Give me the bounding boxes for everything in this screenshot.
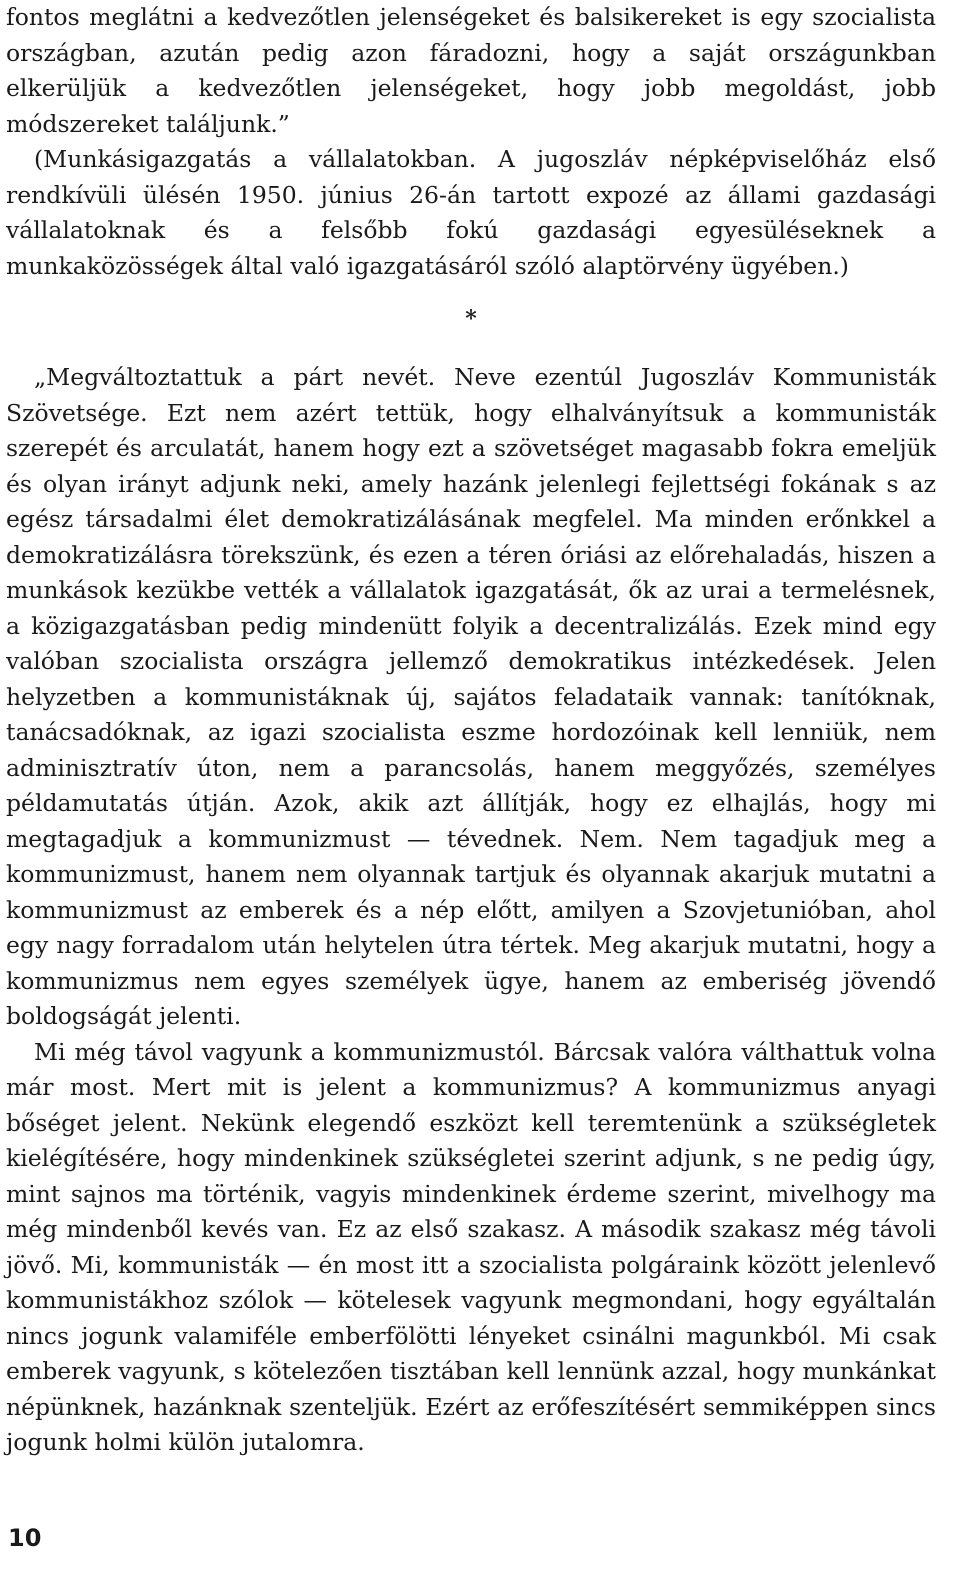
document-page [6,0,936,1461]
paragraph-quote: „Megváltoztattuk a párt nevét. Neve ezentúl Jugoszláv Kommunisták Szövetsége. Ezt nem azért tettük, hogy elhalványítsuk a kommunisták szerepét és arculatát, hanem hogy ezt a szövetséget magasabb fokra emeljük és olyan irányt adjunk neki, amely hazánk jelenlegi fejlettségi fokának s az egész társadalmi élet demokratizálásának megfelel. Ma minden erőnkkel a demokratizálásra törekszünk, és ezen a téren óriási az előrehaladás, hiszen a munkások kezükbe vették a vállalatok igazgatását, ők az urai a termelésnek, a közigazgatásban pedig mindenütt folyik a decentralizálás. Ezek mind egy valóban szocialista országra jellemző demokratikus intézkedések. Jelen helyzetben a kommunistáknak új, sajátos feladataik vannak: tanítóknak, tanácsadóknak, az igazi szocialista eszme hordozóinak kell lenniük, nem adminisztratív úton, nem a parancsolás, hanem meggyőzés, személyes példamutatás útján. Azok, akik azt állítják, hogy ez elhajlás, hogy mi megtagadjuk a kommunizmust — tévednek. Nem. Nem tagadjuk meg a kommunizmust, hanem nem olyannak tartjuk és olyannak akarjuk mutatni a kommunizmust az emberek és a nép előtt, amilyen a Szovjetunióban, ahol egy nagy forradalom után helytelen útra tértek. Meg akarjuk mutatni, hogy a kommunizmus nem egyes személyek ügye, hanem az emberiség jövendő boldogságát jelenti. [6,363,936,1030]
section-separator-asterisk: * [465,306,477,332]
page-number: 10 [8,1524,42,1552]
paragraph-body: Mi még távol vagyunk a kommunizmustól. Bárcsak valóra válthattuk volna már most. Mert mit is jelent a kommunizmus? A kommunizmus anyagi bőséget jelent. Nekünk elegendő eszközt kell teremtenünk a szükségletek kielégítésére, hogy mindenkinek szükségletei szerint adjunk, s ne pedig úgy, mint sajnos ma történik, vagyis mindenkinek érdeme szerint, mivelhogy ma még mindenből kevés van. Ez az első szakasz. A második szakasz még távoli jövő. Mi, kommunisták — én most itt a szocialista polgáraink között jelenlevő kommunistákhoz szólok — kötelesek vagyunk megmondani, hogy egyáltalán nincs jogunk valamiféle emberfölötti lényeket csinálni magunkból. Mi csak emberek vagyunk, s kötelezően tisztában kell lennünk azzal, hogy munkánkat népünknek, hazánknak szenteljük. Ezért az erőfeszítésért semmiképpen sincs jogunk holmi külön jutalomra. [6,1037,936,1456]
paragraph-continuation: fontos meglátni a kedvezőtlen jelenségeket és balsikereket is egy szocialista országban, azután pedig azon fáradozni, hogy a saját országunkban elkerüljük a kedvezőtlen jelenségeket, hogy jobb megoldást, jobb módszereket találjunk.” [6,3,936,138]
paragraph-citation: (Munkásigazgatás a vállalatokban. A jugoszláv népképviselőház első rendkívüli ülésén 1950. június 26-án tartott expozé az állami gazdasági vállalatoknak és a felsőbb fokú gazdasági egyesüléseknek a munkaközösségek által való igazgatásáról szóló alaptörvény ügyében.) [6,145,936,280]
